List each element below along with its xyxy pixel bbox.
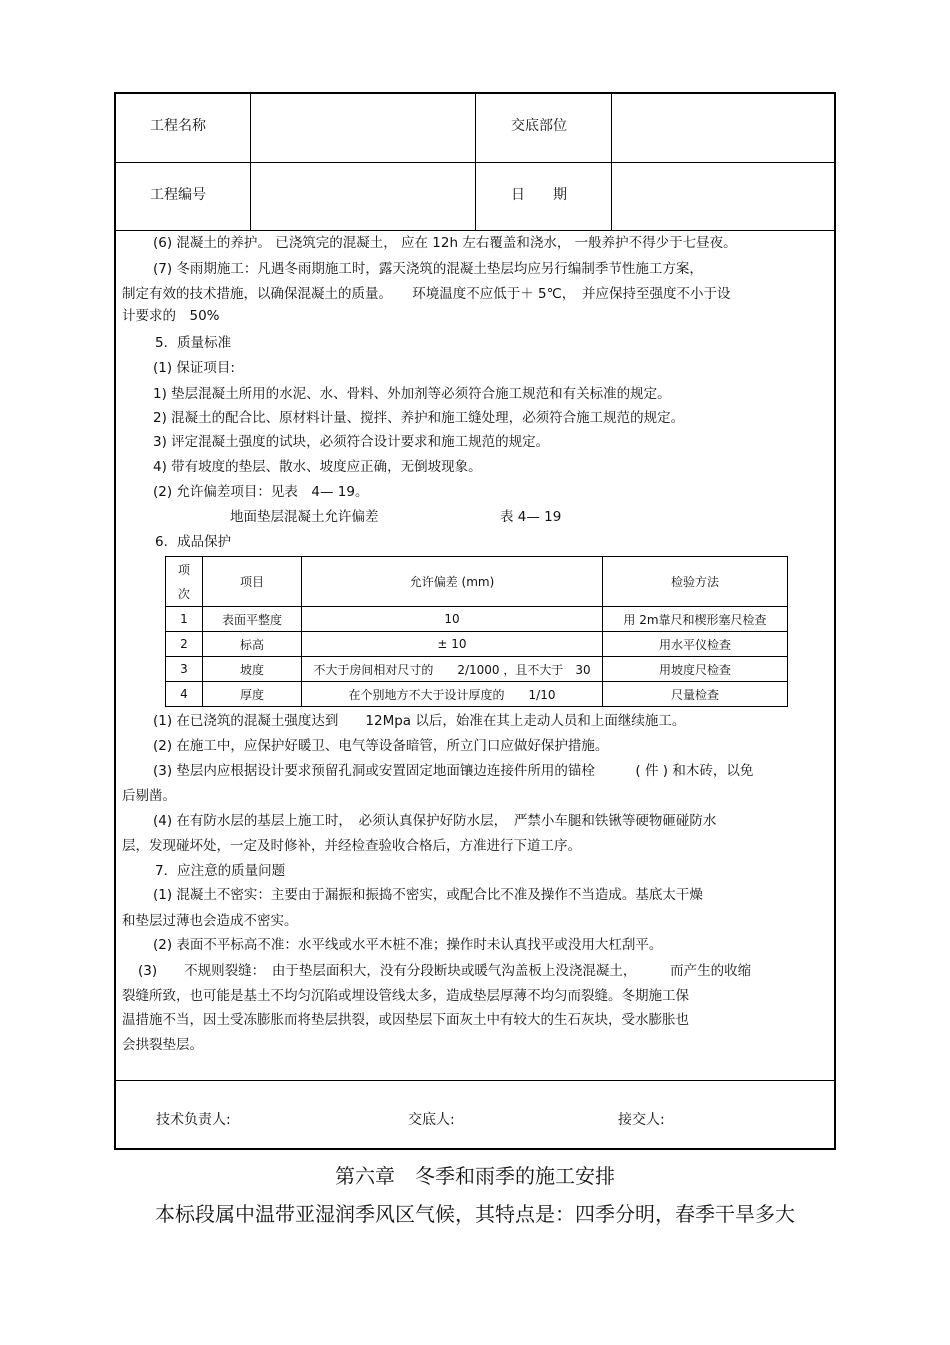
table-cell: 在个别地方不大于设计厚度的 1/10 bbox=[302, 682, 603, 707]
body-line: 制定有效的技术措施，以确保混凝土的质量。 环境温度不应低于＋ 5℃， 并应保持至强度不小于设 bbox=[122, 286, 731, 302]
body-line: 后剔凿。 bbox=[122, 788, 176, 804]
section-heading: 6．成品保护 bbox=[155, 534, 232, 550]
divider bbox=[611, 94, 612, 230]
table-cell: 用 2m靠尺和楔形塞尺检查 bbox=[603, 607, 788, 632]
table-cell: 表面平整度 bbox=[203, 607, 302, 632]
chapter-title: 第六章 冬季和雨季的施工安排 bbox=[335, 1164, 615, 1188]
body-line: 计要求的 50% bbox=[122, 308, 220, 324]
body-line: 层，发现碰坏处，一定及时修补，并经检查验收合格后，方准进行下道工序。 bbox=[122, 838, 581, 854]
body-line: 会拱裂垫层。 bbox=[122, 1037, 203, 1053]
body-line: (1) 混凝土不密实：主要由于漏振和振捣不密实，或配合比不准及操作不当造成。基底太干燥 bbox=[153, 887, 703, 903]
project-name-label: 工程名称 bbox=[150, 118, 206, 134]
body-line: 温措施不当，因土受冻膨胀而将垫层拱裂，或因垫层下面灰土中有较大的生石灰块，受水膨胀也 bbox=[122, 1012, 689, 1028]
table-cell: 2 bbox=[166, 632, 203, 657]
table-header-cell: 检验方法 bbox=[603, 557, 788, 607]
handover-part-label: 交底部位 bbox=[511, 118, 567, 134]
body-line: (1) 在已浇筑的混凝土强度达到 12Mpa 以后，始准在其上走动人员和上面继续施工。 bbox=[153, 713, 686, 729]
body-line: (4) 在有防水层的基层上施工时， 必须认真保护好防水层， 严禁小车腿和铁锹等硬物砸碰防水 bbox=[153, 813, 717, 829]
table-cell: 3 bbox=[166, 657, 203, 682]
body-line: 裂缝所致，也可能是基土不均匀沉陷或埋设管线太多，造成垫层厚薄不均匀而裂缝。冬期施工保 bbox=[122, 988, 689, 1004]
body-line: (2) 表面不平标高不准：水平线或水平木桩不准；操作时未认真找平或没用大杠刮平。 bbox=[153, 937, 663, 953]
table-cell: 厚度 bbox=[203, 682, 302, 707]
table-caption: 地面垫层混凝土允许偏差 表 4— 19 bbox=[230, 509, 562, 525]
table-header-cell: 允许偏差 (mm) bbox=[302, 557, 603, 607]
section-heading: 7．应注意的质量问题 bbox=[155, 863, 286, 879]
divider bbox=[116, 230, 834, 231]
table-cell: 不大于房间相对尺寸的 2/1000 ，且不大于 30 bbox=[302, 657, 603, 682]
table-header-cell: 项目 bbox=[203, 557, 302, 607]
body-line: (3) 垫层内应根据设计要求预留孔洞或安置固定地面镶边连接件所用的锚栓 ( 件 ) 和木砖，以免 bbox=[153, 763, 754, 779]
deviation-table bbox=[165, 556, 788, 707]
body-line: 3) 评定混凝土强度的试块，必须符合设计要求和施工规范的规定。 bbox=[153, 434, 550, 450]
table-cell: 用坡度尺检查 bbox=[603, 657, 788, 682]
project-number-label: 工程编号 bbox=[150, 187, 206, 203]
divider bbox=[250, 94, 251, 230]
tech-lead-label: 技术负责人: bbox=[156, 1112, 231, 1128]
body-line: (1) 保证项目: bbox=[153, 360, 235, 376]
table-cell: 用水平仪检查 bbox=[603, 632, 788, 657]
body-line: 1) 垫层混凝土所用的水泥、水、骨料、外加剂等必须符合施工规范和有关标准的规定。 bbox=[153, 386, 671, 402]
table-cell: 坡度 bbox=[203, 657, 302, 682]
handover-by-label: 交底人: bbox=[408, 1112, 455, 1128]
table-row bbox=[166, 657, 788, 682]
handover-form bbox=[114, 92, 836, 1150]
table-cell: 1 bbox=[166, 607, 203, 632]
table-cell: 4 bbox=[166, 682, 203, 707]
divider bbox=[475, 94, 476, 230]
received-by-label: 接交人: bbox=[618, 1112, 665, 1128]
table-row bbox=[166, 632, 788, 657]
table-cell: 尺量检查 bbox=[603, 682, 788, 707]
body-line: (7) 冬雨期施工：凡遇冬雨期施工时，露天浇筑的混凝土垫层均应另行编制季节性施工方案， bbox=[153, 261, 703, 277]
table-cell: ± 10 bbox=[302, 632, 603, 657]
body-line: 4) 带有坡度的垫层、散水、坡度应正确，无倒坡现象。 bbox=[153, 459, 482, 475]
table-cell: 标高 bbox=[203, 632, 302, 657]
body-line: (2) 允许偏差项目：见表 4— 19。 bbox=[153, 484, 369, 500]
body-line: (2) 在施工中，应保护好暖卫、电气等设备暗管，所立门口应做好保护措施。 bbox=[153, 738, 609, 754]
date-label: 日 期 bbox=[511, 187, 567, 203]
body-line: (6) 混凝土的养护。 已浇筑完的混凝土， 应在 12h 左右覆盖和浇水， 一般养护不得少于七昼夜。 bbox=[153, 235, 737, 251]
body-line: (3) 不规则裂缝： 由于垫层面积大，没有分段断块或暖气沟盖板上没浇混凝土， 而产生的收缩 bbox=[138, 963, 752, 979]
section-heading: 5．质量标准 bbox=[155, 335, 232, 351]
table-cell: 10 bbox=[302, 607, 603, 632]
body-line: 和垫层过薄也会造成不密实。 bbox=[122, 913, 298, 929]
divider bbox=[116, 1080, 834, 1081]
body-line: 2) 混凝土的配合比、原材料计量、搅拌、养护和施工缝处理，必须符合施工规范的规定。 bbox=[153, 410, 685, 426]
intro-paragraph: 本标段属中温带亚湿润季风区气候，其特点是：四季分明，春季干旱多大 bbox=[155, 1202, 795, 1226]
table-row bbox=[166, 682, 788, 707]
table-header-row bbox=[166, 557, 788, 607]
table-header-cell: 项 次 bbox=[166, 557, 203, 607]
table-row bbox=[166, 607, 788, 632]
